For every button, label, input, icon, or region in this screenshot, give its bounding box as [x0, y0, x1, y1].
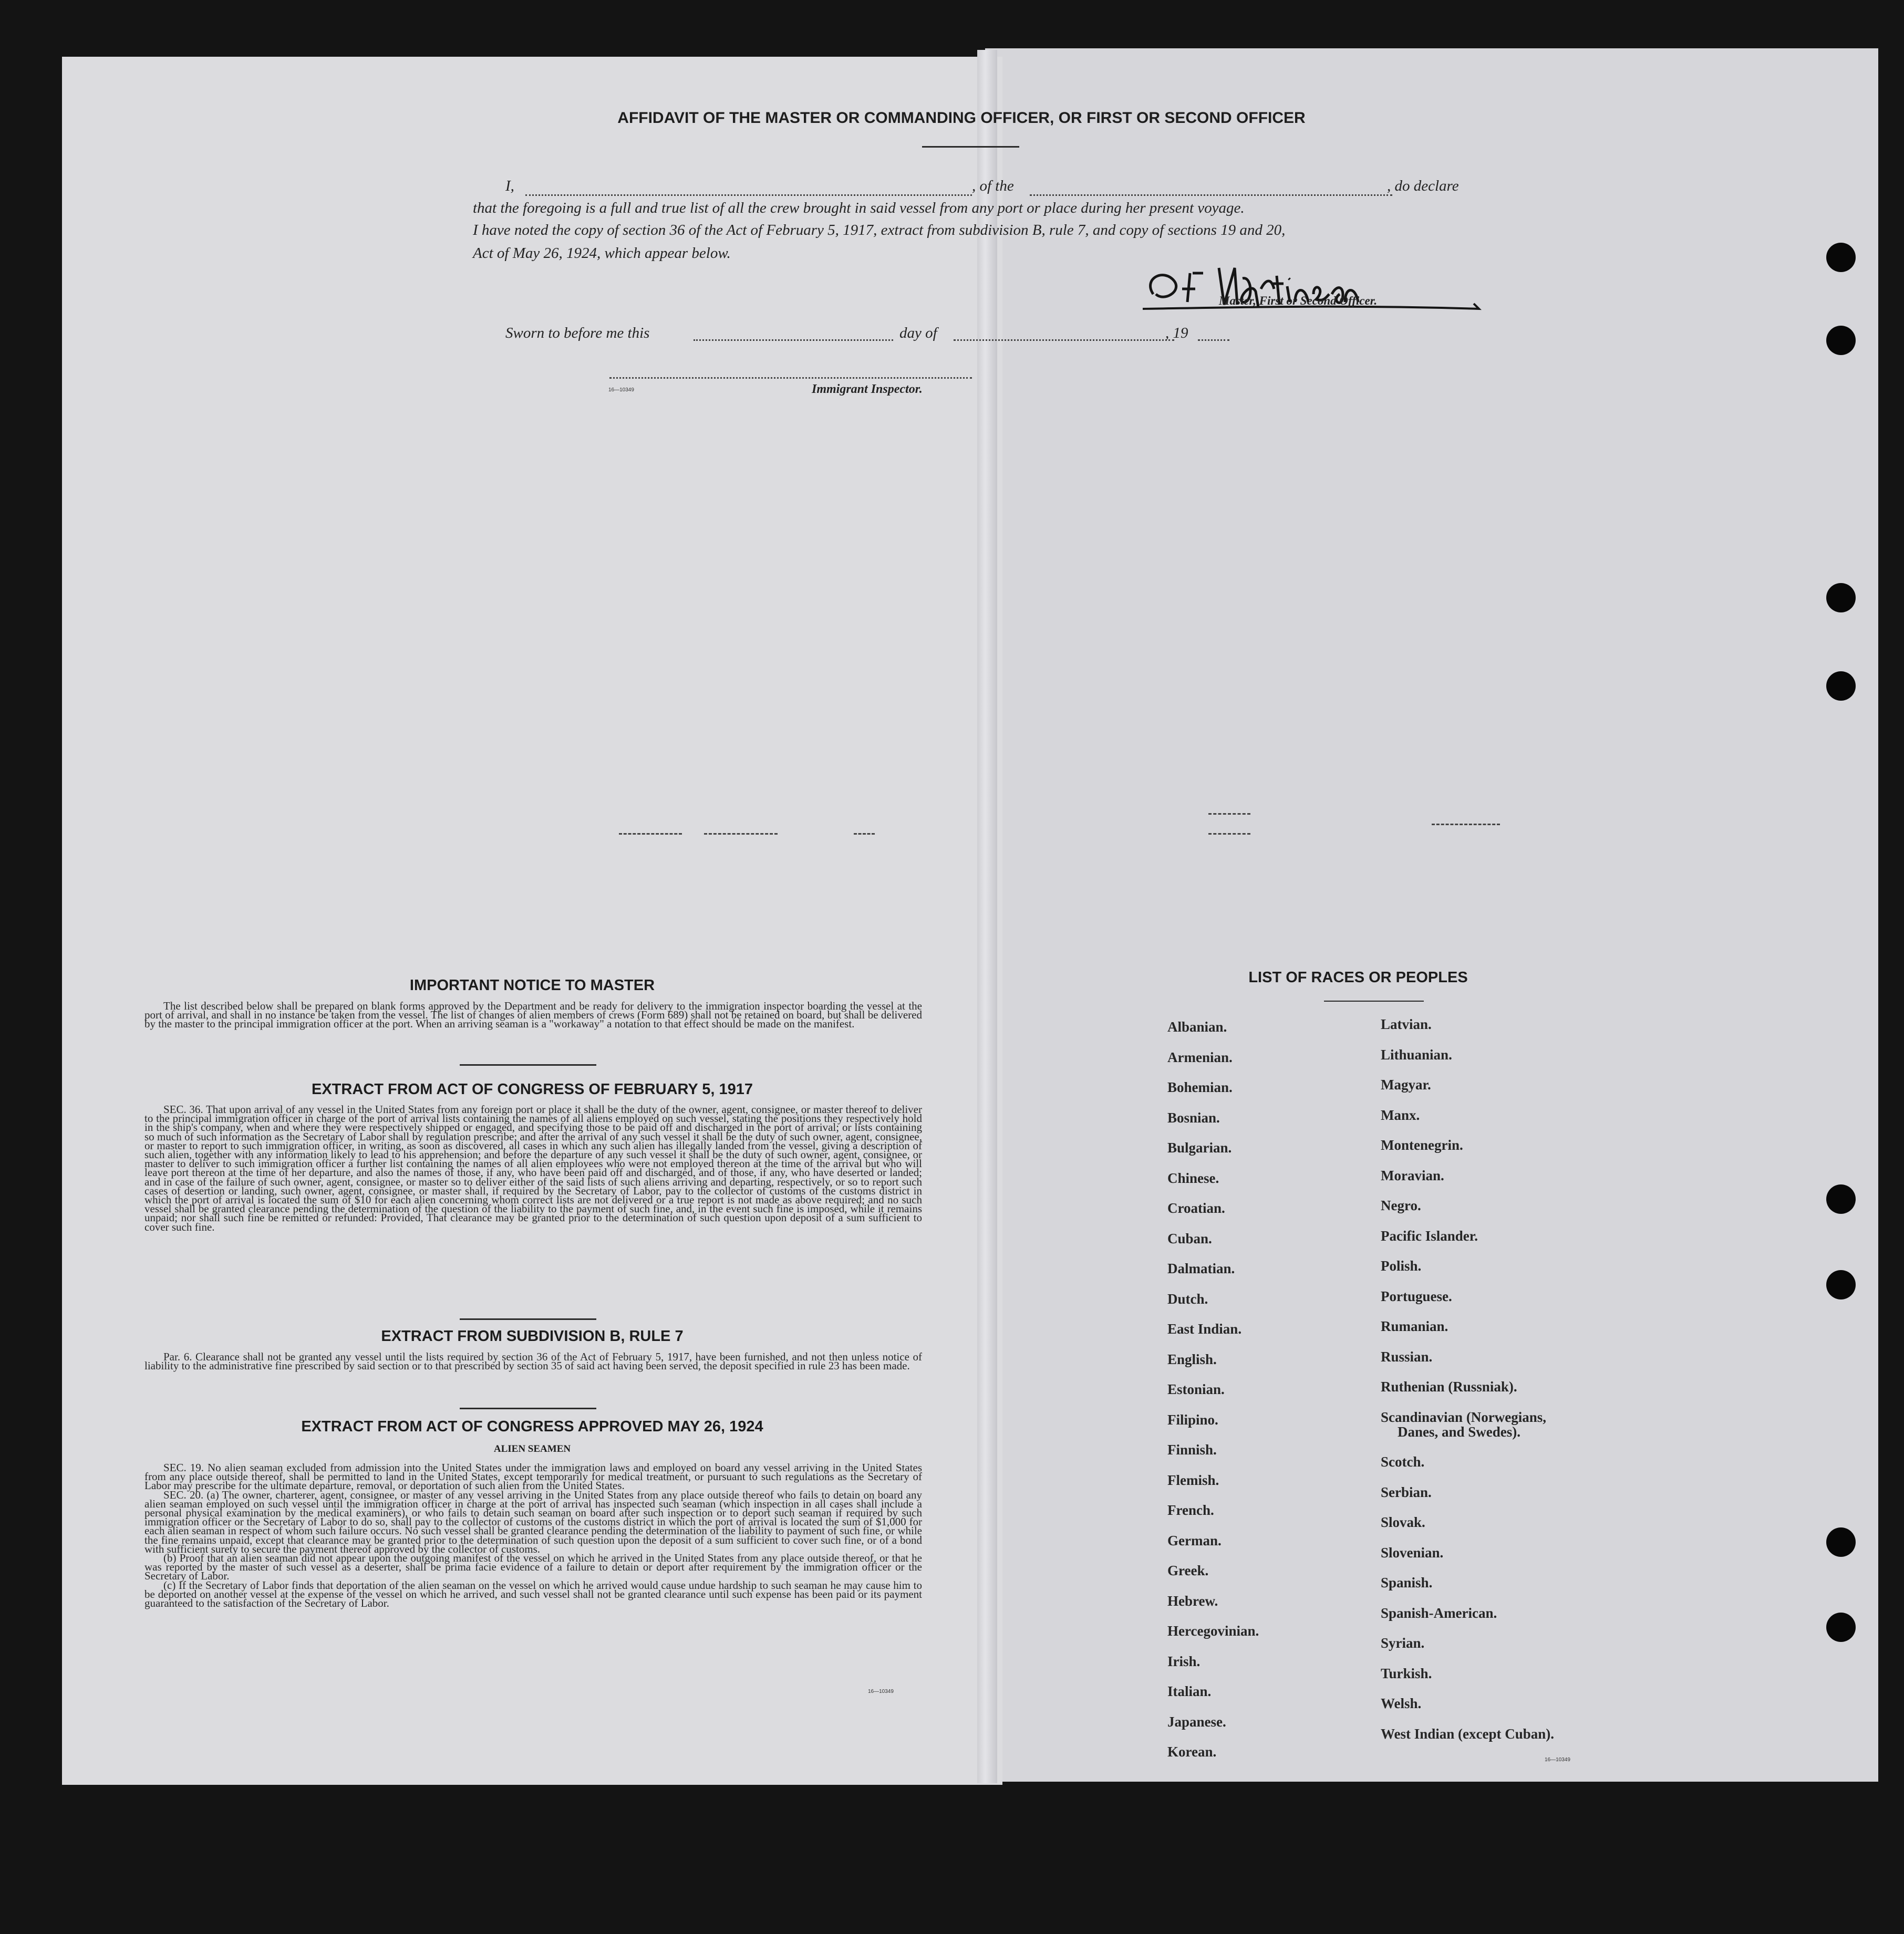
sworn-year-field[interactable]	[1198, 339, 1229, 341]
races-title-rule	[1324, 1001, 1424, 1002]
page-fold	[977, 50, 997, 1783]
race-item: Croatian.	[1167, 1200, 1225, 1216]
race-item: Greek.	[1167, 1563, 1209, 1578]
race-item: Danes, and Swedes).	[1398, 1423, 1521, 1440]
section-20a-paragraph: SEC. 20. (a) The owner, charterer, agent, consignee, or master of any vessel arriving in the United States from any place outside thereof who fails to detain on board any alien seaman employed on such vessel until the immigration officer in charge at the port of arrival has inspected such seaman (which inspection in all cases shall include a personal physical examination by the medical examiners), or who fails to detain such seaman on board after such inspection or to deport such seaman if required by such immigration officer or the Secretary of Labor to do so, shall pay to the collector of customs of the customs district in which the port of arrival is located the sum of $1,000 for each alien seaman in respect of whom such failure occurs. No such vessel shall be granted clearance pending the determination of the liability to payment of such fine, or while the fine remains unpaid, except that clearance may be granted prior to the determination of such question upon the deposit of a sum sufficient to cover such fine, or of a bond with sufficient surety to secure the payment thereof approved by the collector of customs.	[144, 1488, 922, 1555]
bleed-mark	[704, 831, 778, 835]
extract-1917-title: EXTRACT FROM ACT OF CONGRESS OF FEBRUARY 5, 1917	[311, 1081, 753, 1098]
inspector-signature-field[interactable]	[609, 377, 972, 379]
affidavit-form-number: 16—10349	[608, 387, 634, 393]
race-item: Portuguese.	[1381, 1288, 1452, 1304]
extract-rule7-text	[144, 1350, 922, 1372]
race-item: Negro.	[1381, 1198, 1421, 1213]
race-item: Scandinavian (Norwegians,	[1381, 1409, 1547, 1425]
sworn-month-field[interactable]	[954, 339, 1174, 341]
race-item: Latvian.	[1381, 1016, 1432, 1032]
race-item: Bulgarian.	[1167, 1140, 1232, 1156]
race-item: Moravian.	[1381, 1167, 1444, 1183]
section-divider	[460, 1064, 596, 1066]
binder-hole	[1826, 583, 1856, 612]
affidavit-i-label: I,	[505, 178, 514, 194]
race-item: Armenian.	[1167, 1049, 1233, 1065]
bleed-mark	[1208, 812, 1250, 815]
day-of-label: day of	[899, 325, 937, 341]
race-item: English.	[1167, 1351, 1217, 1367]
extract-1924-subtitle: ALIEN SEAMEN	[493, 1443, 571, 1454]
affidavit-of-label: , of the	[972, 178, 1014, 194]
notice-paragraph: The list described below shall be prepared on blank forms approved by the Department and be ready for delivery to the immigration inspector boarding the vessel at the port of arrival, and shall in no instance be taken from the vessel. The list of changes of alien members of crews (Form 689) shall not be retained on board, but shall be delivered by the master to the principal immigration officer at the port. When an arriving seaman is a "workaway" a notation to that effect should be made on the manifest.	[144, 1000, 922, 1031]
race-item: Dalmatian.	[1167, 1261, 1235, 1276]
race-item: German.	[1167, 1532, 1222, 1548]
section-20c-paragraph: (c) If the Secretary of Labor finds that deportation of the alien seaman on the vessel on which he arrived would cause undue hardship to such seaman he may cause him to be deported on another vessel at the expense of the vessel on which he arrived, and such vessel shall not be granted clearance until such expense has been paid or its payment guaranteed to the satisfaction of the Secretary of Labor.	[144, 1578, 922, 1610]
race-item: Syrian.	[1381, 1635, 1425, 1651]
extract-rule7-title: EXTRACT FROM SUBDIVISION B, RULE 7	[381, 1328, 684, 1345]
race-item: Pacific Islander.	[1381, 1228, 1478, 1244]
race-item: Magyar.	[1381, 1077, 1431, 1093]
race-item: Turkish.	[1381, 1665, 1432, 1681]
extract-1924-title: EXTRACT FROM ACT OF CONGRESS APPROVED MAY 26, 1924	[301, 1418, 763, 1435]
race-item: Finnish.	[1167, 1442, 1217, 1458]
race-item: Irish.	[1167, 1653, 1201, 1669]
bleed-mark	[619, 831, 682, 835]
extract-1917-text	[144, 1105, 922, 1232]
extract-1924-text	[144, 1463, 922, 1608]
race-item: Flemish.	[1167, 1472, 1219, 1488]
extract-form-number: 16—10349	[868, 1689, 894, 1694]
race-item: Dutch.	[1167, 1291, 1208, 1307]
section-36-paragraph: SEC. 36. That upon arrival of any vessel in the United States from any foreign port or place it shall be the duty of the owner, agent, consignee, or master thereof to deliver to the principal immigration officer in charge of the port of arrival lists containing the names of all aliens employed on such vessel, stating the positions they respectively hold in the ship's company, when and where they were respectively shipped or engaged, and specifying those to be paid off and discharged in the port of arrival; or lists containing so much of such information as the Secretary of Labor shall by regulation prescribe; and after the arrival of any such vessel it shall be the duty of such owner, agent, consignee, or master to report to such immigration officer, in writing, as soon as discovered, all cases in which any such alien has illegally landed from the vessel, giving a description of such alien, together with any information likely to lead to his apprehension; and before the departure of any such vessel it shall be the duty of such owner, agent, consignee, or master to deliver to such immigration officer a further list containing the names of all alien employees who were not employed thereon at the time of the arrival but who will leave port thereon at the time of her departure, and also the names of those, if any, who have been paid off and discharged, and of those, if any, who have deserted or landed; and in case of the failure of such owner, agent, consignee, or master so to deliver either of the said lists of such aliens arriving and departing, respectively, or so to report such cases of desertion or landing, such owner, agent, consignee, or master shall, if required by the Secretary of Labor, pay to the collector of customs of the customs district in which the port of arrival is located the sum of $10 for each alien concerning whom correct lists are not delivered or a true report is not made as above required; and no such vessel shall be granted clearance pending the determination of the question of the liability to the payment of such fine, and, in the event such fine is imposed, while it remains unpaid; nor shall such fine be remitted or refunded: Provided, That clearance may be granted prior to the determination of such question upon deposit of a sum sufficient to cover such fine.	[144, 1103, 922, 1233]
race-item: East Indian.	[1167, 1321, 1242, 1337]
race-item: Bohemian.	[1167, 1079, 1233, 1095]
year-label: , 19	[1165, 325, 1188, 341]
race-item: Manx.	[1381, 1107, 1420, 1123]
binder-hole	[1826, 1184, 1856, 1214]
affidavit-title-rule	[922, 146, 1019, 148]
notice-title: IMPORTANT NOTICE TO MASTER	[409, 977, 655, 994]
bleed-mark	[1208, 831, 1250, 835]
race-item: French.	[1167, 1502, 1214, 1518]
race-item: Filipino.	[1167, 1411, 1218, 1428]
section-19-paragraph: SEC. 19. No alien seaman excluded from admission into the United States under the immigration laws and employed on board any vessel arriving in the United States from any place outside thereof, shall be permitted to land in the United States, except temporarily for medical treatment, or pursuant to such regulations as the Secretary of Labor may prescribe for the ultimate departure, removal, or deportation of such alien from the United States.	[144, 1461, 922, 1492]
race-item: Montenegrin.	[1381, 1137, 1463, 1153]
race-item: Ruthenian (Russniak).	[1381, 1379, 1517, 1395]
binder-hole	[1826, 1527, 1856, 1557]
race-item: Slovak.	[1381, 1514, 1425, 1530]
race-item: Chinese.	[1167, 1170, 1219, 1186]
race-item: Lithuanian.	[1381, 1046, 1452, 1063]
affidavit-title: AFFIDAVIT OF THE MASTER OR COMMANDING OFFICER, OR FIRST OR SECOND OFFICER	[617, 109, 1306, 127]
section-divider	[460, 1408, 596, 1409]
race-item: Italian.	[1167, 1683, 1212, 1699]
sworn-label: Sworn to before me this	[505, 325, 650, 341]
race-item: Russian.	[1381, 1348, 1433, 1365]
signature-caption: Master, First or Second Officer.	[1219, 294, 1378, 307]
master-name-field[interactable]	[525, 194, 972, 196]
race-item: Estonian.	[1167, 1381, 1225, 1397]
rule7-paragraph: Par. 6. Clearance shall not be granted any vessel until the lists required by section 36 of the Act of February 5, 1917, have been furnished, and not then unless notice of liability to the administrative fine prescribed by said section or to that prescribed by section 35 of said act having been served, the deposit specified in rule 23 has been made.	[144, 1350, 922, 1372]
race-item: Welsh.	[1381, 1696, 1422, 1711]
race-item: Hebrew.	[1167, 1593, 1218, 1609]
binder-hole	[1826, 671, 1856, 701]
race-item: Spanish-American.	[1381, 1605, 1497, 1621]
sworn-day-field[interactable]	[694, 339, 893, 341]
binder-hole	[1826, 243, 1856, 272]
notice-text	[144, 1002, 922, 1029]
bleed-mark	[854, 831, 875, 835]
section-divider	[460, 1318, 596, 1320]
affidavit-declare-label: , do declare	[1387, 178, 1459, 194]
binder-hole	[1826, 1270, 1856, 1299]
race-item: Bosnian.	[1167, 1109, 1220, 1126]
races-form-number: 16—10349	[1545, 1757, 1570, 1763]
affidavit-line-2: that the foregoing is a full and true list of all the crew brought in said vessel from any port or place during her present voyage.	[473, 200, 1245, 216]
race-item: Serbian.	[1381, 1484, 1432, 1500]
race-item: Korean.	[1167, 1744, 1217, 1760]
race-item: Spanish.	[1381, 1575, 1433, 1590]
race-item: Hercegovinian.	[1167, 1623, 1259, 1639]
affidavit-line-4: Act of May 26, 1924, which appear below.	[473, 245, 731, 262]
race-item: Scotch.	[1381, 1454, 1425, 1470]
section-20b-paragraph: (b) Proof that an alien seaman did not appear upon the outgoing manifest of the vessel on which he arrived in the United States from any place outside thereof, or that he was reported by the master of such vessel as a deserter, shall be prima facie evidence of a failure to detain or deport after requirement by the immigration officer or the Secretary of Labor.	[144, 1552, 922, 1583]
affidavit-line-3: I have noted the copy of section 36 of the Act of February 5, 1917, extract from subdivision B, rule 7, and copy of sections 19 and 20,	[473, 222, 1286, 238]
binder-hole	[1826, 1613, 1856, 1642]
race-item: Cuban.	[1167, 1230, 1212, 1246]
race-item: West Indian (except Cuban).	[1381, 1725, 1555, 1742]
bleed-mark	[1432, 822, 1500, 825]
race-item: Slovenian.	[1381, 1544, 1444, 1561]
race-item: Rumanian.	[1381, 1318, 1448, 1334]
binder-hole	[1826, 326, 1856, 355]
race-item: Japanese.	[1167, 1713, 1226, 1730]
vessel-name-field[interactable]	[1030, 194, 1392, 196]
races-title: LIST OF RACES OR PEOPLES	[1248, 969, 1468, 986]
race-item: Polish.	[1381, 1258, 1422, 1274]
inspector-label: Immigrant Inspector.	[812, 382, 923, 396]
race-item: Albanian.	[1167, 1019, 1227, 1035]
